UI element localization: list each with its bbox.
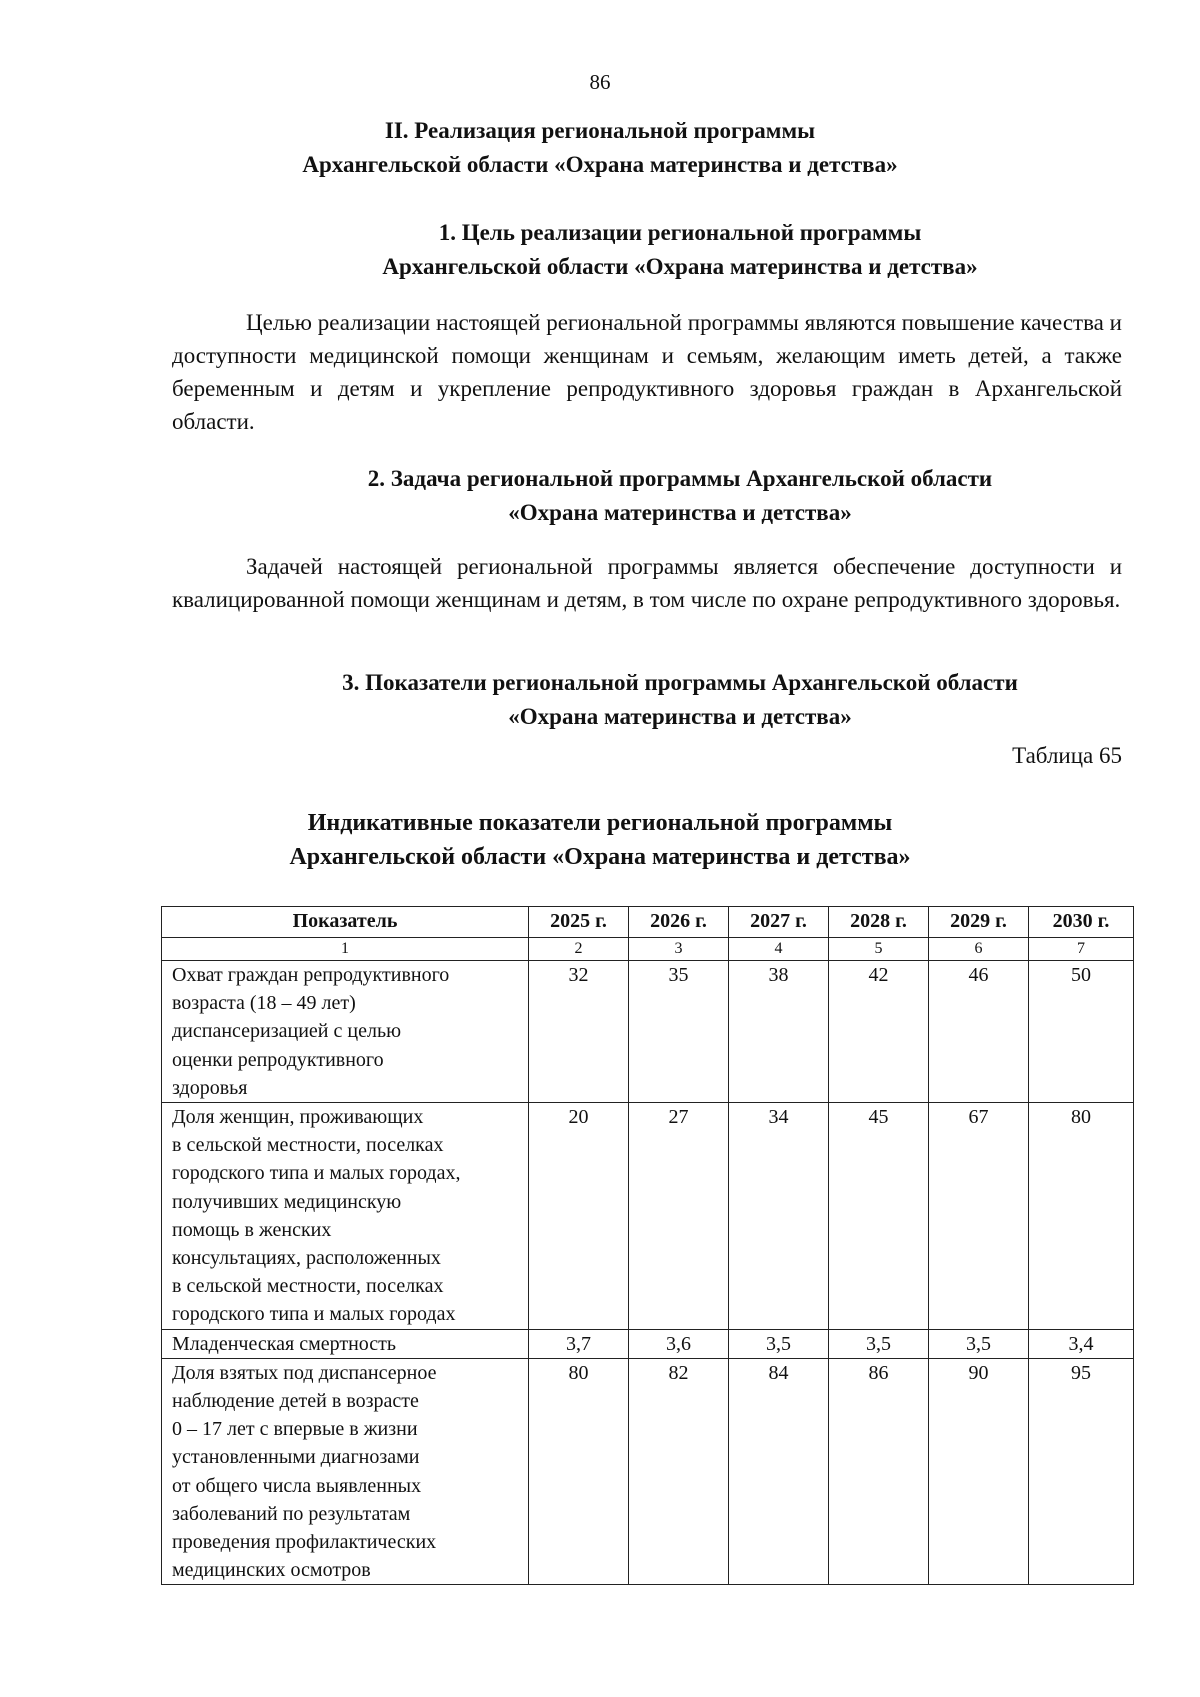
- indicator-value: 3,4: [1029, 1329, 1134, 1358]
- indicator-name-line: консультациях, расположенных: [172, 1247, 441, 1270]
- indicators-heading-line-2: «Охрана материнства и детства»: [508, 704, 852, 729]
- indicator-value: 84: [729, 1358, 829, 1585]
- indicator-name-line: городского типа и малых городах: [172, 1303, 456, 1326]
- header-2028: 2028 г.: [829, 907, 929, 938]
- indicator-value: 32: [529, 961, 629, 1103]
- page-number: 86: [589, 70, 611, 94]
- indicator-name-line: заболеваний по результатам: [172, 1502, 411, 1525]
- indicator-value: 27: [629, 1103, 729, 1330]
- indicator-name-line: от общего числа выявленных: [172, 1474, 422, 1497]
- indicator-name-line: диспансеризацией с целью: [172, 1020, 402, 1043]
- section-title-line-1: II. Реализация региональной программы: [384, 118, 816, 143]
- indicator-name-line: городского типа и малых городах,: [172, 1162, 461, 1185]
- table-title-line-2: Архангельской области «Охрана материнства и детства»: [289, 844, 911, 870]
- indicator-name-line: 0 – 17 лет с впервые в жизни: [172, 1418, 418, 1441]
- indicator-name: [162, 961, 529, 1103]
- column-number: 2: [529, 938, 629, 961]
- indicator-value: 38: [729, 961, 829, 1103]
- header-2027: 2027 г.: [729, 907, 829, 938]
- indicator-value: 80: [529, 1358, 629, 1585]
- indicator-name-line: Доля женщин, проживающих: [172, 1106, 424, 1129]
- indicator-value: 95: [1029, 1358, 1134, 1585]
- table-title: [0, 806, 1200, 874]
- indicator-name-line: здоровья: [172, 1076, 248, 1099]
- indicator-value: 50: [1029, 961, 1134, 1103]
- task-heading-line-2: «Охрана материнства и детства»: [508, 500, 852, 525]
- goal-heading-line-1: 1. Цель реализации региональной программы: [438, 220, 922, 245]
- indicator-value: 82: [629, 1358, 729, 1585]
- column-number: 3: [629, 938, 729, 961]
- indicator-name: [162, 1103, 529, 1330]
- indicator-value: 80: [1029, 1103, 1134, 1330]
- indicator-value: 46: [929, 961, 1029, 1103]
- indicator-value: 3,5: [829, 1329, 929, 1358]
- goal-heading-line-2: Архангельской области «Охрана материнства и детства»: [382, 254, 978, 279]
- indicator-name-line: проведения профилактических: [172, 1531, 437, 1554]
- table-row: [162, 1358, 1134, 1585]
- indicator-name-line: помощь в женских: [172, 1218, 332, 1241]
- table-row: [162, 961, 1134, 1103]
- indicator-name-line: Охват граждан репродуктивного: [172, 964, 450, 986]
- indicators-heading-line-1: 3. Показатели региональной программы Архангельской области: [342, 670, 1018, 695]
- indicator-name: [162, 1329, 529, 1358]
- section-title-line-2: Архангельской области «Охрана материнства и детства»: [302, 152, 898, 177]
- header-2030: 2030 г.: [1029, 907, 1134, 938]
- indicator-value: 20: [529, 1103, 629, 1330]
- task-heading-line-1: 2. Задача региональной программы Архангельской области: [367, 466, 993, 491]
- indicator-name-line: Младенческая смертность: [172, 1332, 397, 1355]
- column-number: 4: [729, 938, 829, 961]
- table-row: [162, 1329, 1134, 1358]
- indicators-table: [161, 906, 1134, 1585]
- column-number-row: [162, 938, 1134, 961]
- indicator-value: 3,5: [929, 1329, 1029, 1358]
- indicator-value: 90: [929, 1358, 1029, 1585]
- column-number: 5: [829, 938, 929, 961]
- header-2026: 2026 г.: [629, 907, 729, 938]
- indicator-value: 3,7: [529, 1329, 629, 1358]
- indicator-value: 42: [829, 961, 929, 1103]
- indicator-value: 35: [629, 961, 729, 1103]
- indicator-value: 34: [729, 1103, 829, 1330]
- indicator-name-line: Доля взятых под диспансерное: [172, 1361, 437, 1384]
- indicator-name-line: получивших медицинскую: [172, 1190, 402, 1213]
- indicator-value: 86: [829, 1358, 929, 1585]
- indicator-name-line: в сельской местности, поселках: [172, 1134, 444, 1157]
- indicators-heading: [80, 666, 1200, 734]
- goal-heading: [80, 216, 1200, 284]
- column-number: 7: [1029, 938, 1134, 961]
- task-heading: [80, 462, 1200, 530]
- table-label: Таблица 65: [1012, 743, 1122, 768]
- column-number: 6: [929, 938, 1029, 961]
- indicator-name-line: установленными диагнозами: [172, 1446, 420, 1469]
- indicator-name-line: возраста (18 – 49 лет): [172, 992, 356, 1015]
- indicator-value: 3,5: [729, 1329, 829, 1358]
- task-paragraph: Задачей настоящей региональной программы является обеспечение доступности и квалицированной помощи женщинам и детям, в том числе по охране репродуктивного здоровья.: [172, 554, 1122, 612]
- column-number: 1: [162, 938, 529, 961]
- indicator-value: 3,6: [629, 1329, 729, 1358]
- goal-paragraph: Целью реализации настоящей региональной программы являются повышение качества и доступности медицинской помощи женщинам и семьям, желающим иметь детей, а также беременным и детям и укрепление репродуктивного здоровья граждан в Архангельской области.: [172, 310, 1122, 434]
- table-row: [162, 1103, 1134, 1330]
- table-header-row: [162, 907, 1134, 938]
- indicator-value: 45: [829, 1103, 929, 1330]
- header-2025: 2025 г.: [529, 907, 629, 938]
- section-title: [0, 114, 1200, 182]
- table-title-line-1: Индикативные показатели региональной программы: [307, 810, 893, 836]
- indicator-name-line: медицинских осмотров: [172, 1559, 371, 1582]
- header-indicator: Показатель: [162, 907, 529, 938]
- indicator-name-line: в сельской местности, поселках: [172, 1275, 444, 1298]
- indicator-name-line: наблюдение детей в возрасте: [172, 1390, 419, 1413]
- indicator-name-line: оценки репродуктивного: [172, 1048, 384, 1071]
- indicator-name: [162, 1358, 529, 1585]
- indicator-value: 67: [929, 1103, 1029, 1330]
- header-2029: 2029 г.: [929, 907, 1029, 938]
